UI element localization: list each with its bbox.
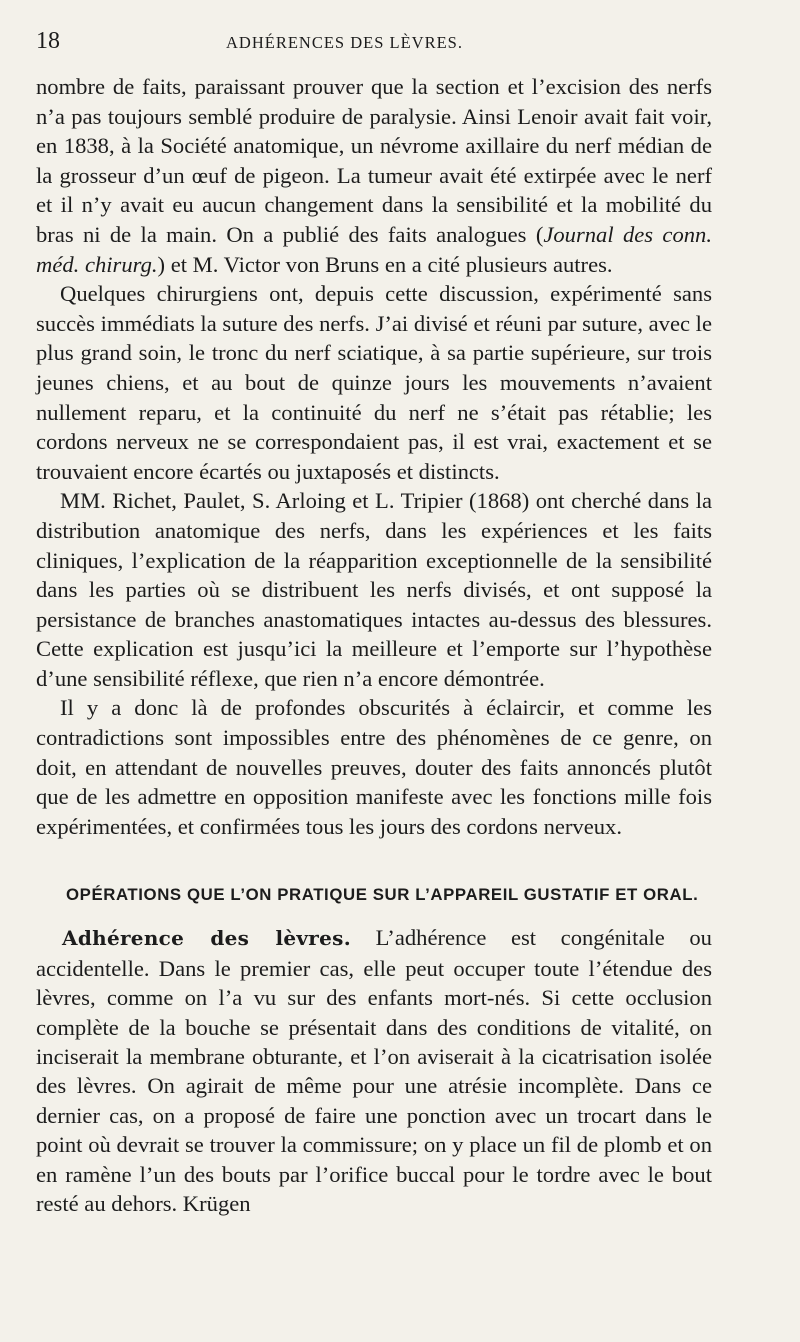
running-header (36, 28, 712, 58)
paragraph-sensibility-explanation: MM. Richet, Paulet, S. Arloing et L. Tripier (1868) ont cherché dans la distribution anatomique des nerfs, dans les expériences et les faits cliniques, l’explication de la réapparition exceptionnelle de la sensibilité dans les parties où se distribuent les nerfs divisés, et ont supposé la persistance de branches anastomatiques intactes au-dessus des blessures. Cette explication est jusqu’ici la meilleure et l’emporte sur l’hypothèse d’une sensibilité réflexe, que rien n’a encore démontrée. (36, 488, 712, 691)
running-title: ADHÉRENCES DES LÈVRES. (226, 33, 463, 52)
section-paragraph-text: L’adhérence est congénitale ou accidentelle. Dans le premier cas, elle peut occuper toute l’étendue des lèvres, comme on l’a vu sur des enfants mort-nés. Si cette occlusion complète de la bouche se présentait dans des conditions de vitalité, on inciserait la membrane obturante, et l’on aviserait à la cicatrisation isolée des lèvres. On agirait de même pour une atrésie incomplète. Dans ce dernier cas, on a proposé de faire une ponction avec un trocart dans le point où devrait se trouver la commissure; on y place un fil de plomb et on en ramène l’un des bouts par l’orifice buccal pour le tordre avec le bout resté au dehors. Krügen (36, 925, 712, 1217)
paragraph-nerve-suture: Quelques chirurgiens ont, depuis cette discussion, expérimenté sans succès immédiats la suture des nerfs. J’ai divisé et réuni par suture, avec le plus grand soin, le tronc du nerf sciatique, à sa partie supérieure, sur trois jeunes chiens, et au bout de quinze jours les mouvements n’avaient nullement reparu, et la continuité du nerf ne s’était pas rétablie; les cordons nerveux ne se correspondaient pas, il est vrai, exactement et se trouvaient encore écartés ou juxtaposés et distincts. (36, 281, 712, 484)
body-text (36, 72, 712, 841)
paragraph-continuation (36, 72, 712, 279)
section-text (36, 923, 712, 1218)
paragraph-lip-adhesion (36, 923, 712, 1218)
page-number: 18 (36, 28, 60, 54)
run-in-heading: Adhérence des lèvres. (62, 926, 351, 951)
paragraph-conclusion: Il y a donc là de profondes obscurités à éclaircir, et comme les contradictions sont impossibles entre des phénomènes de ce genre, on doit, en attendant de nouvelles preuves, douter des faits annoncés plutôt que de les admettre en opposition manifeste avec les fonctions mille fois expérimentées, et confirmées tous les jours des cordons nerveux. (36, 695, 712, 839)
paragraph-text-end: ) et M. Victor von Bruns en a cité plusieurs autres. (157, 251, 613, 277)
journal-citation: Journal des conn. méd. chirurg. (36, 221, 712, 277)
paragraph-text: nombre de faits, paraissant prouver que la section et l’excision des nerfs n’a pas toujours semblé produire de paralysie. Ainsi Lenoir avait fait voir, en 1838, à la Société anatomique, un névrome axillaire du nerf médian de la grosseur d’un œuf de pigeon. La tumeur avait été extirpée avec le nerf et il n’y avait eu aucun changement dans la sensibilité et la mobilité du bras ni de la main. On a publié des faits analogues ( (36, 74, 712, 247)
section-heading: OPÉRATIONS QUE L’ON PRATIQUE SUR L’APPAREIL GUSTATIF ET ORAL. (66, 885, 699, 905)
